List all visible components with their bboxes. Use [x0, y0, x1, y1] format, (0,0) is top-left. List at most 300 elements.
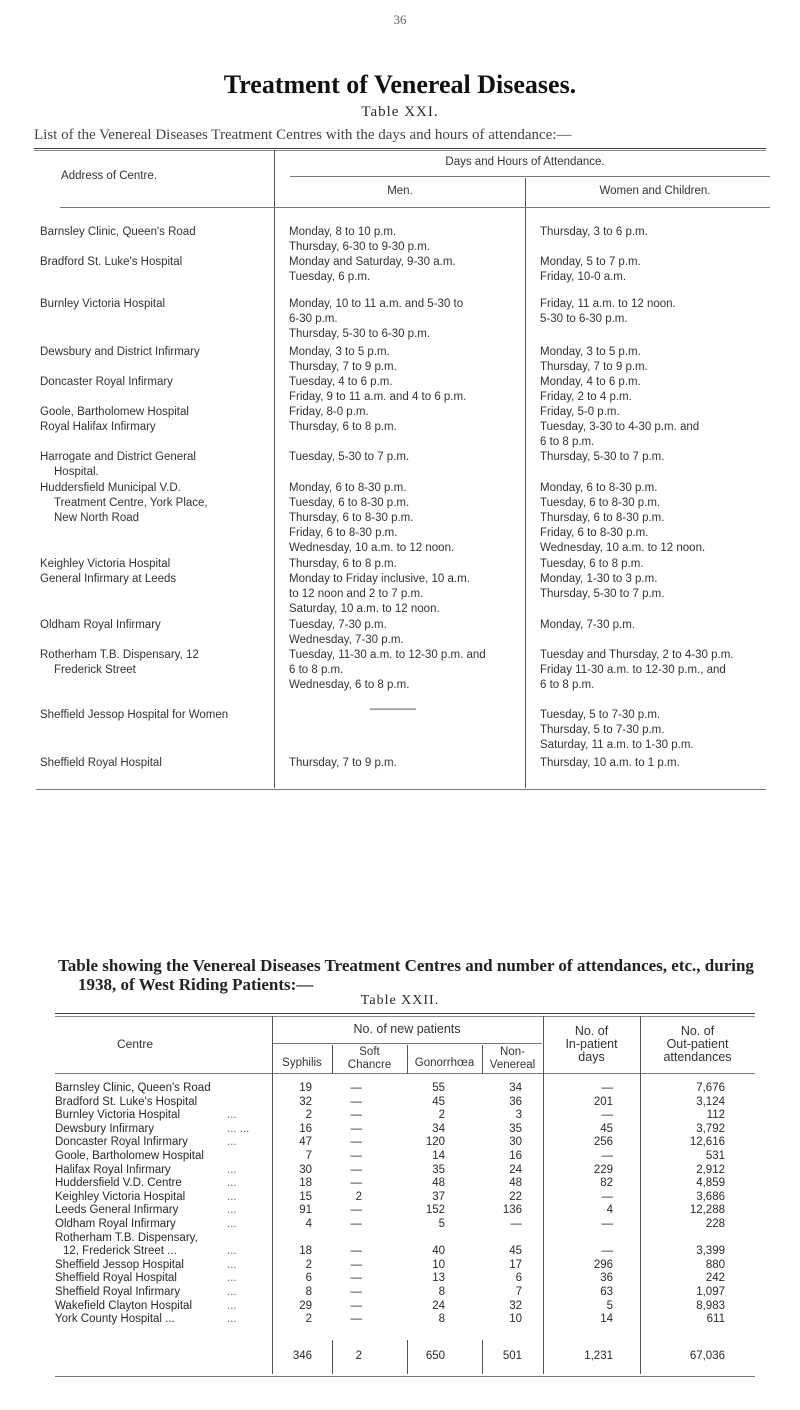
cell-outpatient-attendances: 4,859: [696, 1177, 725, 1189]
address-line: Doncaster Royal Infirmary: [40, 376, 173, 388]
women-hours: [540, 405, 620, 420]
men-hours: [289, 345, 397, 375]
hours-line: Monday, 4 to 6 p.m.: [540, 376, 641, 388]
total-syphilis: 346: [292, 1350, 312, 1362]
table-row: [55, 1096, 755, 1109]
address-line: Barnsley Clinic, Queen's Road: [40, 226, 196, 238]
header-line: Soft: [359, 1046, 380, 1058]
hours-line: Friday, 6 to 8-30 p.m.: [540, 527, 649, 539]
hours-line: Thursday, 7 to 9 p.m.: [540, 361, 648, 373]
header-women: Women and Children.: [599, 185, 711, 197]
cell-soft-chancre: —: [350, 1286, 362, 1298]
centre-address: [40, 345, 200, 360]
header-non-venereal: [482, 1046, 543, 1072]
header-address: Address of Centre.: [61, 170, 157, 182]
page-number: 36: [393, 12, 407, 27]
centre-address: [40, 375, 173, 390]
cell-outpatient-attendances: 3,686: [696, 1191, 725, 1203]
leader-dots: ...: [227, 1272, 237, 1284]
men-hours: [289, 420, 397, 435]
header-line: Out-patient: [666, 1037, 729, 1051]
cell-non-venereal: 45: [509, 1245, 522, 1257]
hours-line: 5-30 to 6-30 p.m.: [540, 313, 628, 325]
men-hours: [289, 297, 463, 342]
cell-outpatient-attendances: 3,399: [696, 1245, 725, 1257]
hours-line: Friday, 11 a.m. to 12 noon.: [540, 298, 676, 310]
leader-dots: ...: [227, 1245, 237, 1257]
cell-inpatient-days: 82: [600, 1177, 613, 1189]
cell-outpatient-attendances: 611: [706, 1313, 725, 1325]
centre-name: Barnsley Clinic, Queen's Road: [55, 1082, 211, 1094]
women-hours: [540, 572, 664, 602]
table-21-divider-address: [274, 150, 275, 788]
hours-line: Thursday, 5-30 to 7 p.m.: [540, 588, 665, 600]
women-hours: [540, 225, 648, 240]
table-21-intro: List of the Venereal Diseases Treatment Centres with the days and hours of attendance:—: [34, 127, 572, 143]
header-line: days: [578, 1050, 605, 1064]
cell-soft-chancre: —: [350, 1313, 362, 1325]
cell-syphilis: 4: [305, 1218, 312, 1230]
header-days-hours: Days and Hours of Attendance.: [445, 156, 605, 168]
address-line: Frederick Street: [54, 664, 136, 676]
hours-line: Tuesday, 7-30 p.m.: [289, 619, 387, 631]
table-row: [55, 1109, 755, 1122]
table-22-bottom-rule: [55, 1376, 755, 1377]
cell-inpatient-days: —: [601, 1245, 613, 1257]
women-hours: [540, 255, 641, 285]
cell-soft-chancre: —: [350, 1082, 362, 1094]
total-gonorrhoea: 650: [425, 1350, 445, 1362]
hours-line: Monday, 3 to 5 p.m.: [289, 346, 390, 358]
cell-outpatient-attendances: 1,097: [696, 1286, 725, 1298]
centre-address: [40, 225, 196, 240]
cell-inpatient-days: 45: [600, 1123, 613, 1135]
header-men: Men.: [387, 185, 413, 197]
centre-name: Sheffield Jessop Hospital: [55, 1259, 184, 1271]
table-row: [55, 1259, 755, 1272]
table-21-caption: Table XXI.: [361, 104, 439, 120]
address-line: Sheffield Jessop Hospital for Women: [40, 709, 229, 721]
hours-line: Tuesday, 6 to 8 p.m.: [540, 558, 644, 570]
address-line: Huddersfield Municipal V.D.: [40, 482, 181, 494]
cell-syphilis: 8: [305, 1286, 312, 1298]
table-21-top-rule: [34, 148, 766, 149]
leader-dots: ...: [227, 1218, 237, 1230]
hours-line: Monday and Saturday, 9-30 a.m.: [289, 256, 456, 268]
centre-name: Goole, Bartholomew Hospital: [55, 1150, 204, 1162]
cell-syphilis: 2: [305, 1109, 312, 1121]
leader-dots: ...: [227, 1300, 237, 1312]
hours-line: Thursday, 5-30 to 7 p.m.: [540, 451, 665, 463]
table-22-title-line-1: Table showing the Venereal Diseases Treatment Centres and number of attendances, etc., during: [58, 956, 754, 975]
cell-soft-chancre: —: [350, 1259, 362, 1271]
cell-gonorrhoea: 14: [432, 1150, 445, 1162]
cell-gonorrhoea: 48: [432, 1177, 445, 1189]
centre-name: Burnley Victoria Hospital: [55, 1109, 181, 1121]
women-hours: [540, 756, 680, 771]
cell-inpatient-days: —: [601, 1109, 613, 1121]
men-hours: [289, 255, 456, 285]
cell-soft-chancre: —: [350, 1204, 362, 1216]
address-line: Goole, Bartholomew Hospital: [40, 406, 189, 418]
hours-line: Monday, 6 to 8-30 p.m.: [289, 482, 407, 494]
centre-name: Wakefield Clayton Hospital: [55, 1300, 192, 1312]
cell-inpatient-days: 14: [600, 1313, 613, 1325]
hours-line: Thursday, 10 a.m. to 1 p.m.: [540, 757, 680, 769]
hours-line: Monday, 1-30 to 3 p.m.: [540, 573, 658, 585]
hours-line: Thursday, 6-30 to 9-30 p.m.: [289, 241, 431, 253]
hours-line: Tuesday and Thursday, 2 to 4-30 p.m.: [540, 649, 734, 661]
table-22-top-rule: [55, 1013, 755, 1014]
cell-soft-chancre: —: [350, 1164, 362, 1176]
cell-non-venereal: 6: [515, 1272, 522, 1284]
centre-name: 12, Frederick Street ...: [63, 1245, 177, 1257]
centre-address: [40, 756, 162, 771]
hours-line: 6-30 p.m.: [289, 313, 338, 325]
cell-gonorrhoea: 45: [432, 1096, 445, 1108]
table-row: [55, 1272, 755, 1285]
hours-line: Monday, 10 to 11 a.m. and 5-30 to: [289, 298, 464, 310]
women-hours: [540, 648, 733, 693]
cell-gonorrhoea: 40: [432, 1245, 445, 1257]
centre-name: Sheffield Royal Infirmary: [55, 1286, 181, 1298]
hours-line: Thursday, 6 to 8 p.m.: [289, 421, 397, 433]
hours-line: Friday, 5-0 p.m.: [540, 406, 620, 418]
centre-address: [40, 255, 182, 270]
hours-line: Tuesday, 3-30 to 4-30 p.m. and: [540, 421, 700, 433]
table-row: [55, 1232, 755, 1245]
cell-soft-chancre: —: [350, 1245, 362, 1257]
hours-line: Tuesday, 4 to 6 p.m.: [289, 376, 393, 388]
cell-syphilis: 30: [299, 1164, 312, 1176]
leader-dots: ...: [227, 1286, 237, 1298]
cell-soft-chancre: 2: [355, 1191, 362, 1203]
cell-soft-chancre: —: [350, 1150, 362, 1162]
cell-non-venereal: 10: [509, 1313, 522, 1325]
cell-syphilis: 6: [305, 1272, 312, 1284]
centre-name: Leeds General Infirmary: [55, 1204, 179, 1216]
header-line: Non-: [500, 1046, 525, 1058]
hours-line: Tuesday, 6 to 8-30 p.m.: [289, 497, 410, 509]
cell-inpatient-days: —: [601, 1218, 613, 1230]
centre-name: York County Hospital ...: [55, 1313, 175, 1325]
hours-line: 6 to 8 p.m.: [540, 679, 595, 691]
table-row: [55, 1123, 755, 1136]
table-22-caption: Table XXII.: [360, 993, 440, 1008]
cell-syphilis: 18: [299, 1177, 312, 1189]
header-line: No. of: [680, 1024, 715, 1038]
leader-dots: ...: [227, 1313, 237, 1325]
cell-gonorrhoea: 35: [432, 1164, 445, 1176]
women-hours: [540, 618, 635, 633]
address-line: General Infirmary at Leeds: [40, 573, 177, 585]
cell-outpatient-attendances: 3,792: [696, 1123, 725, 1135]
cell-inpatient-days: —: [601, 1150, 613, 1162]
centre-address: [40, 405, 189, 420]
cell-outpatient-attendances: 7,676: [696, 1082, 725, 1094]
leader-dots: ... ...: [227, 1123, 250, 1135]
centre-name: Bradford St. Luke's Hospital: [55, 1096, 198, 1108]
header-new-patients: No. of new patients: [353, 1022, 461, 1036]
women-hours: [540, 557, 644, 572]
address-line: Burnley Victoria Hospital: [40, 298, 166, 310]
table-22-subheader-rule: [272, 1043, 542, 1044]
centre-address: [40, 420, 156, 435]
cell-soft-chancre: —: [350, 1136, 362, 1148]
men-hours: [289, 450, 409, 465]
table-21-bottom-rule: [36, 789, 766, 790]
cell-inpatient-days: 63: [600, 1286, 613, 1298]
total-inpatient-days: 1,231: [584, 1350, 613, 1362]
men-hours: [289, 481, 454, 556]
women-hours: [540, 450, 664, 465]
header-centre: Centre: [116, 1037, 154, 1051]
women-hours: [540, 708, 694, 753]
header-line: No. of: [574, 1024, 609, 1038]
cell-non-venereal: 32: [509, 1300, 522, 1312]
hours-line: Friday, 2 to 4 p.m.: [540, 391, 632, 403]
centre-address: [40, 572, 176, 587]
cell-soft-chancre: —: [350, 1123, 362, 1135]
cell-outpatient-attendances: 12,288: [689, 1204, 725, 1216]
leader-dots: ...: [227, 1259, 237, 1271]
hours-line: ————: [370, 703, 416, 715]
cell-non-venereal: 36: [509, 1096, 522, 1108]
table-21-divider-men: [525, 178, 526, 788]
men-hours: [289, 756, 397, 771]
cell-syphilis: 2: [305, 1313, 312, 1325]
cell-outpatient-attendances: 242: [705, 1272, 725, 1284]
women-hours: [540, 375, 641, 405]
hours-line: Friday, 10-0 a.m.: [540, 271, 627, 283]
hours-line: Monday, 8 to 10 p.m.: [289, 226, 397, 238]
hours-line: Friday, 8-0 p.m.: [289, 406, 369, 418]
table-row: [55, 1136, 755, 1149]
hours-line: Thursday, 6 to 8-30 p.m.: [289, 512, 414, 524]
cell-soft-chancre: —: [350, 1177, 362, 1189]
cell-non-venereal: —: [510, 1218, 522, 1230]
hours-line: to 12 noon and 2 to 7 p.m.: [289, 588, 424, 600]
hours-line: Friday, 6 to 8-30 p.m.: [289, 527, 398, 539]
cell-gonorrhoea: 120: [425, 1136, 445, 1148]
hours-line: Tuesday, 5 to 7-30 p.m.: [540, 709, 661, 721]
leader-dots: ...: [227, 1191, 237, 1203]
men-hours: [289, 648, 486, 693]
cell-soft-chancre: —: [350, 1218, 362, 1230]
centre-address: [40, 557, 170, 572]
leader-dots: ...: [227, 1164, 237, 1176]
hours-line: Wednesday, 10 a.m. to 12 noon.: [540, 542, 706, 554]
cell-non-venereal: 35: [509, 1123, 522, 1135]
hours-line: Tuesday, 11-30 a.m. to 12-30 p.m. and: [289, 649, 486, 661]
address-line: Harrogate and District General: [40, 451, 196, 463]
table-21-subheader-rule: [290, 176, 770, 177]
cell-syphilis: 15: [299, 1191, 312, 1203]
hours-line: Friday 11-30 a.m. to 12-30 p.m., and: [540, 664, 726, 676]
total-non-venereal: 501: [502, 1350, 522, 1362]
table-22-top-rule-2: [55, 1016, 755, 1017]
men-hours: [289, 557, 397, 572]
hours-line: Wednesday, 10 a.m. to 12 noon.: [289, 542, 455, 554]
address-line: New North Road: [54, 512, 140, 524]
address-line: Treatment Centre, York Place,: [54, 497, 208, 509]
hours-line: Thursday, 7 to 9 p.m.: [289, 757, 397, 769]
centre-name: Oldham Royal Infirmary: [55, 1218, 176, 1230]
centre-name: Dewsbury Infirmary: [55, 1123, 155, 1135]
cell-gonorrhoea: 13: [432, 1272, 445, 1284]
cell-gonorrhoea: 24: [432, 1300, 445, 1312]
table-22-title: [58, 956, 754, 994]
hours-line: Thursday, 7 to 9 p.m.: [289, 361, 397, 373]
hours-line: 6 to 8 p.m.: [540, 436, 595, 448]
cell-non-venereal: 136: [502, 1204, 522, 1216]
table-22-title-line-2: 1938, of West Riding Patients:—: [78, 975, 314, 994]
centre-name: Halifax Royal Infirmary: [55, 1164, 171, 1176]
cell-gonorrhoea: 34: [432, 1123, 445, 1135]
hours-line: Friday, 9 to 11 a.m. and 4 to 6 p.m.: [289, 391, 467, 403]
table-row: [55, 1082, 755, 1095]
hours-line: Thursday, 5 to 7-30 p.m.: [540, 724, 665, 736]
women-hours: [540, 420, 699, 450]
address-line: Dewsbury and District Infirmary: [40, 346, 200, 358]
cell-non-venereal: 22: [509, 1191, 522, 1203]
table-row: [55, 1300, 755, 1313]
cell-outpatient-attendances: 880: [705, 1259, 725, 1271]
address-line: Rotherham T.B. Dispensary, 12: [40, 649, 199, 661]
cell-soft-chancre: —: [350, 1300, 362, 1312]
cell-syphilis: 29: [299, 1300, 312, 1312]
hours-line: Thursday, 3 to 6 p.m.: [540, 226, 648, 238]
men-hours: [289, 618, 404, 648]
cell-non-venereal: 3: [515, 1109, 522, 1121]
cell-gonorrhoea: 5: [438, 1218, 445, 1230]
cell-syphilis: 91: [299, 1204, 312, 1216]
address-line: Sheffield Royal Hospital: [40, 757, 162, 769]
address-line: Oldham Royal Infirmary: [40, 619, 161, 631]
total-outpatient-attendances: 67,036: [689, 1350, 725, 1362]
cell-gonorrhoea: 2: [438, 1109, 445, 1121]
cell-syphilis: 47: [299, 1136, 312, 1148]
table-row: [55, 1164, 755, 1177]
hours-line: Thursday, 5-30 to 6-30 p.m.: [289, 328, 431, 340]
hours-line: Tuesday, 5-30 to 7 p.m.: [289, 451, 410, 463]
women-hours: [540, 297, 676, 327]
table-22-header-rule: [55, 1073, 755, 1074]
cell-outpatient-attendances: 3,124: [696, 1096, 725, 1108]
address-line: Keighley Victoria Hospital: [40, 558, 171, 570]
centre-name: Huddersfield V.D. Centre: [55, 1177, 182, 1189]
table-row: [55, 1218, 755, 1231]
centre-address: [40, 481, 208, 526]
page-title: Treatment of Venereal Diseases.: [223, 70, 577, 99]
cell-gonorrhoea: 8: [438, 1286, 445, 1298]
cell-inpatient-days: 256: [593, 1136, 613, 1148]
centre-name: Keighley Victoria Hospital: [55, 1191, 186, 1203]
hours-line: Monday, 5 to 7 p.m.: [540, 256, 641, 268]
hours-line: Saturday, 11 a.m. to 1-30 p.m.: [540, 739, 694, 751]
cell-non-venereal: 48: [509, 1177, 522, 1189]
hours-line: Wednesday, 7-30 p.m.: [289, 634, 404, 646]
hours-line: Monday, 3 to 5 p.m.: [540, 346, 641, 358]
address-line: Hospital.: [54, 466, 99, 478]
cell-inpatient-days: —: [601, 1191, 613, 1203]
table-row: [55, 1313, 755, 1326]
hours-line: Tuesday, 6 p.m.: [289, 271, 371, 283]
women-hours: [540, 481, 705, 556]
table-21-top-rule-2: [34, 150, 766, 151]
centre-address: [40, 450, 196, 480]
cell-outpatient-attendances: 531: [705, 1150, 725, 1162]
cell-non-venereal: 34: [509, 1082, 522, 1094]
cell-syphilis: 19: [299, 1082, 312, 1094]
header-line: attendances: [663, 1050, 732, 1064]
table-row: [55, 1150, 755, 1163]
cell-inpatient-days: 201: [593, 1096, 613, 1108]
header-line: Venereal: [489, 1059, 536, 1071]
cell-outpatient-attendances: 8,983: [696, 1300, 725, 1312]
men-hours: [289, 225, 430, 255]
hours-line: Monday, 7-30 p.m.: [540, 619, 636, 631]
cell-non-venereal: 7: [515, 1286, 522, 1298]
cell-gonorrhoea: 152: [425, 1204, 445, 1216]
cell-syphilis: 32: [299, 1096, 312, 1108]
leader-dots: ...: [227, 1109, 237, 1121]
header-syphilis: Syphilis: [282, 1057, 322, 1069]
total-soft-chancre: 2: [355, 1350, 362, 1362]
header-soft-chancre: [332, 1046, 407, 1072]
hours-line: 6 to 8 p.m.: [289, 664, 344, 676]
address-line: Royal Halifax Infirmary: [40, 421, 156, 433]
men-hours: [289, 572, 470, 617]
centre-name: Rotherham T.B. Dispensary,: [55, 1232, 198, 1244]
cell-non-venereal: 17: [509, 1259, 522, 1271]
cell-non-venereal: 30: [509, 1136, 522, 1148]
centre-name: Doncaster Royal Infirmary: [55, 1136, 188, 1148]
totals-row: [55, 1350, 755, 1364]
cell-outpatient-attendances: 2,912: [696, 1164, 725, 1176]
centre-name: Sheffield Royal Hospital: [55, 1272, 177, 1284]
hours-line: Wednesday, 6 to 8 p.m.: [289, 679, 410, 691]
cell-non-venereal: 24: [509, 1164, 522, 1176]
hours-line: Thursday, 6 to 8 p.m.: [289, 558, 397, 570]
table-row: [55, 1286, 755, 1299]
table-row: [55, 1245, 755, 1258]
header-inpatient-days: [543, 1025, 640, 1064]
cell-gonorrhoea: 37: [432, 1191, 445, 1203]
centre-address: [40, 708, 228, 723]
cell-syphilis: 2: [305, 1259, 312, 1271]
cell-outpatient-attendances: 228: [705, 1218, 725, 1230]
table-row: [55, 1204, 755, 1217]
cell-syphilis: 18: [299, 1245, 312, 1257]
header-line: Chancre: [347, 1059, 392, 1071]
hours-line: Thursday, 6 to 8-30 p.m.: [540, 512, 665, 524]
cell-syphilis: 16: [299, 1123, 312, 1135]
cell-inpatient-days: 36: [600, 1272, 613, 1284]
men-hours: [370, 702, 416, 717]
men-hours: [289, 375, 466, 405]
cell-outpatient-attendances: 12,616: [689, 1136, 725, 1148]
cell-syphilis: 7: [305, 1150, 312, 1162]
cell-inpatient-days: 4: [606, 1204, 613, 1216]
men-hours: [289, 405, 369, 420]
header-line: In-patient: [565, 1037, 618, 1051]
cell-gonorrhoea: 55: [432, 1082, 445, 1094]
leader-dots: ...: [227, 1204, 237, 1216]
cell-soft-chancre: —: [350, 1109, 362, 1121]
cell-inpatient-days: 296: [593, 1259, 613, 1271]
centre-address: [40, 648, 199, 678]
